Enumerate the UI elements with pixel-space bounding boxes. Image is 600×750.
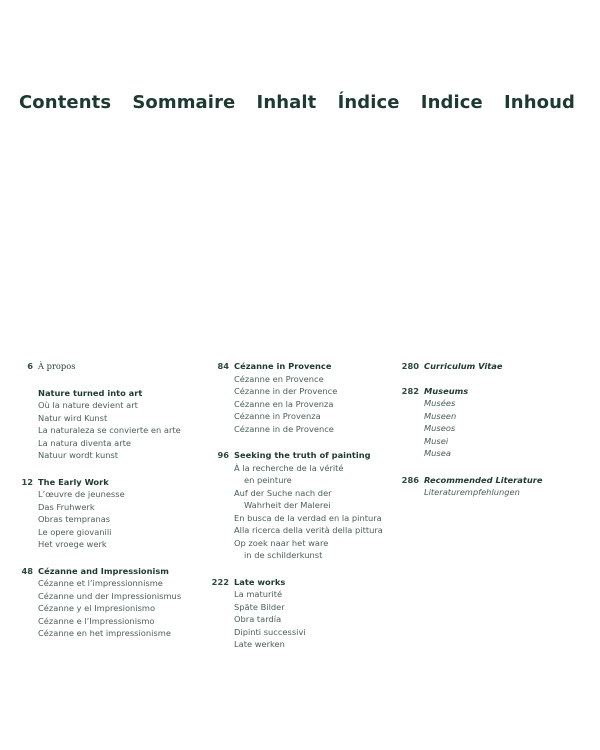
translation-line: Musées [424,398,456,408]
toc-entry-impressionism[interactable] [0,565,181,640]
entry-title: Nature turned into art [38,387,143,398]
entry-title: Late works [234,576,286,587]
translation-line: Natuur wordt kunst [38,450,119,460]
translation-line: En busca de la verdad en la pintura [234,512,382,523]
translation-line: in de schilderkunst [244,550,323,560]
translation-line: Cézanne e l’Impressionismo [38,615,155,626]
translation-line: Op zoek naar het ware [234,537,329,548]
entry-title: Seeking the truth of painting [234,450,371,460]
toc-entry-curriculum-vitae[interactable] [386,360,542,373]
translation-line: Late werken [234,639,285,649]
translation-line: Obras tempranas [38,514,111,524]
translation-line: Museos [424,423,456,433]
translation-line: en peinture [244,475,292,485]
translation-line: Dipinti successivi [234,626,306,637]
heading-es: Índice [337,92,400,113]
translation-line: Cézanne y el Impresionismo [38,603,156,613]
page-number: 286 [401,474,419,485]
translation-line: Cézanne en het impressionisme [38,628,171,638]
heading-it: Indice [420,92,483,113]
translation-line: À la recherche de la vérité [234,462,344,473]
translation-line: Le opere giovanili [38,526,112,537]
translation-line: Cézanne en Provence [234,373,324,384]
translation-line: Alla ricerca della verità della pittura [234,525,383,535]
translation-line: La natura diventa arte [38,437,132,448]
translation-line: Späte Bilder [234,601,285,612]
translation-line: Natur wird Kunst [38,412,108,423]
toc-entry-truth-of-painting[interactable] [196,449,383,562]
entry-title: The Early Work [38,476,109,487]
heading-nl: Inhoud [504,92,575,113]
entry-title: Cézanne in Provence [234,361,332,371]
translation-line: Wahrheit der Malerei [244,500,331,510]
entry-title: Museums [424,385,469,396]
page-number: 222 [211,576,229,587]
translation-line: Cézanne und der Impressionismus [38,590,182,601]
toc-column-2 [196,360,383,665]
toc-entry-nature[interactable] [0,387,181,462]
translation-line: Museen [424,410,457,421]
entry-title: Recommended Literature [424,474,543,485]
entry-title: À propos [38,361,76,371]
page-number: 84 [217,361,229,371]
page-number [0,387,38,462]
translation-line: Obra tardía [234,614,282,624]
translation-line: Literaturempfehlungen [424,487,520,497]
toc-column-3 [386,360,542,513]
translation-line: Cézanne in Provenza [234,411,321,421]
toc-entry-provence[interactable] [196,360,383,435]
translation-line: L’œuvre de jeunesse [38,489,125,499]
translation-line: Cézanne in de Provence [234,423,334,434]
translation-line: Où la nature devient art [38,400,138,410]
translation-line: La naturaleza se convierte en arte [38,425,181,435]
toc-entry-late-works[interactable] [196,576,383,651]
page-number: 48 [21,565,33,576]
heading-fr: Sommaire [132,92,236,113]
toc-column-1 [0,360,181,654]
page-number: 282 [401,385,419,396]
heading-en: Contents [19,92,112,113]
entry-title: Cézanne and Impressionism [38,565,169,576]
translation-line: Cézanne et l’impressionnisme [38,578,163,588]
translation-line: Das Fruhwerk [38,501,95,512]
page-number: 12 [21,476,33,487]
page-number: 6 [27,361,33,371]
translation-line: Auf der Suche nach der [234,487,332,498]
translation-line: Cézanne in der Provence [234,386,338,396]
toc-entry-literature[interactable] [386,474,542,499]
page-number: 280 [401,361,419,371]
toc-headings [19,92,575,113]
translation-line: La maturité [234,589,283,599]
translation-line: Cézanne en la Provenza [234,398,334,409]
toc-entry-apropos[interactable] [0,360,181,373]
entry-title: Curriculum Vitae [424,361,503,371]
toc-entry-museums[interactable] [386,385,542,460]
heading-de: Inhalt [256,92,317,113]
translation-line: Musei [424,435,449,446]
toc-entry-early-work[interactable] [0,476,181,551]
page-number: 96 [217,450,229,460]
translation-line: Musea [424,448,451,458]
translation-line: Het vroege werk [38,539,107,549]
